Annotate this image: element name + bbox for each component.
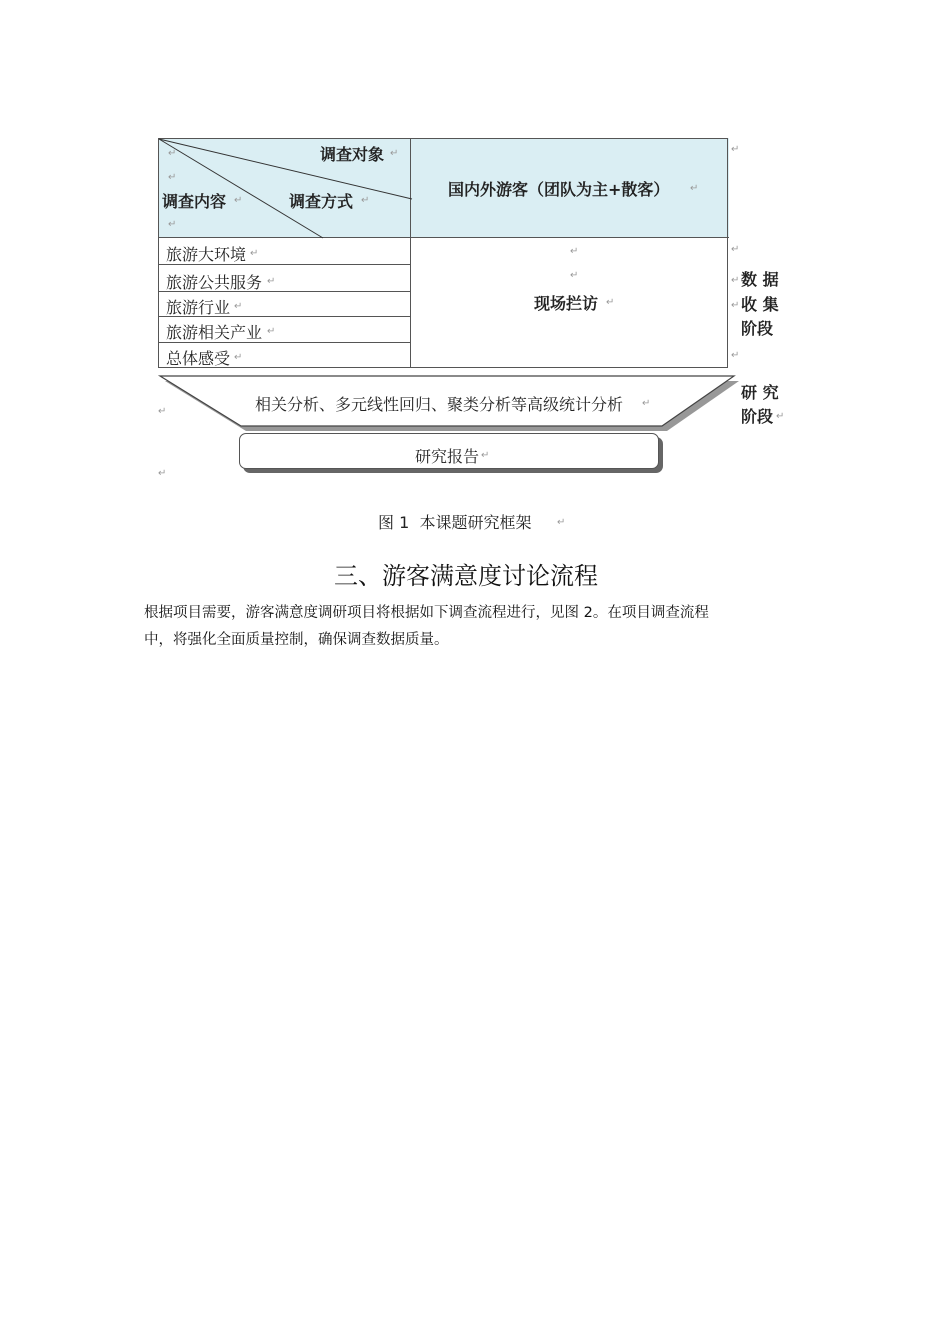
phase-label-research: 研 究 bbox=[741, 383, 779, 402]
paragraph-mark: ↵ bbox=[234, 195, 243, 206]
analysis-text: 相关分析、多元线性回归、聚类分析等高级统计分析 bbox=[255, 395, 624, 414]
paragraph-mark: ↵ bbox=[690, 183, 699, 194]
paragraph-mark: ↵ bbox=[234, 301, 243, 312]
paragraph-mark: ↵ bbox=[158, 468, 167, 479]
paragraph-mark: ↵ bbox=[267, 326, 276, 337]
body-paragraph-line: 根据项目需要，游客满意度调研项目将根据如下调查流程进行，见图 2。在项目调查流程 bbox=[144, 605, 709, 621]
paragraph-mark: ↵ bbox=[731, 275, 740, 286]
paragraph-mark: ↵ bbox=[361, 195, 370, 206]
method-cell-label: 现场拦访 bbox=[534, 294, 599, 313]
paragraph-mark: ↵ bbox=[168, 148, 177, 159]
paragraph-mark: ↵ bbox=[168, 219, 177, 230]
phase-label-data-collection: 数 据 bbox=[741, 270, 779, 289]
paragraph-mark: ↵ bbox=[606, 297, 615, 308]
phase-label-research: 阶段 bbox=[741, 407, 774, 426]
report-text: 研究报告 bbox=[415, 447, 480, 466]
paragraph-mark: ↵ bbox=[168, 172, 177, 183]
analysis-trapezoid bbox=[0, 0, 950, 500]
paragraph-mark: ↵ bbox=[234, 352, 243, 363]
header-survey-content: 调查内容 bbox=[162, 192, 227, 211]
paragraph-mark: ↵ bbox=[731, 350, 740, 361]
phase-label-data-collection: 阶段 bbox=[741, 319, 774, 338]
section-title: 三、游客满意度讨论流程 bbox=[334, 562, 598, 590]
header-survey-object: 调查对象 bbox=[320, 145, 385, 164]
phase-label-data-collection: 收 集 bbox=[741, 295, 779, 314]
row-label: 旅游行业 bbox=[166, 298, 231, 317]
paragraph-mark: ↵ bbox=[731, 300, 740, 311]
paragraph-mark: ↵ bbox=[390, 148, 399, 159]
paragraph-mark: ↵ bbox=[267, 276, 276, 287]
paragraph-mark: ↵ bbox=[776, 411, 785, 422]
paragraph-mark: ↵ bbox=[250, 248, 259, 259]
row-label: 总体感受 bbox=[166, 349, 231, 368]
paragraph-mark: ↵ bbox=[642, 398, 651, 409]
paragraph-mark: ↵ bbox=[557, 517, 566, 528]
figure-caption: 图 1 本课题研究框架 bbox=[378, 513, 532, 532]
header-survey-method: 调查方式 bbox=[289, 192, 354, 211]
paragraph-mark: ↵ bbox=[570, 246, 579, 257]
header-respondents: 国内外游客（团队为主+散客） bbox=[448, 180, 670, 199]
row-label: 旅游大环境 bbox=[166, 245, 247, 264]
row-label: 旅游相关产业 bbox=[166, 323, 263, 342]
paragraph-mark: ↵ bbox=[570, 270, 579, 281]
body-paragraph bbox=[144, 600, 814, 654]
body-paragraph-line: 中，将强化全面质量控制，确保调查数据质量。 bbox=[144, 632, 449, 648]
paragraph-mark: ↵ bbox=[731, 244, 740, 255]
paragraph-mark: ↵ bbox=[731, 144, 740, 155]
paragraph-mark: ↵ bbox=[158, 406, 167, 417]
paragraph-mark: ↵ bbox=[481, 450, 490, 461]
row-label: 旅游公共服务 bbox=[166, 273, 263, 292]
